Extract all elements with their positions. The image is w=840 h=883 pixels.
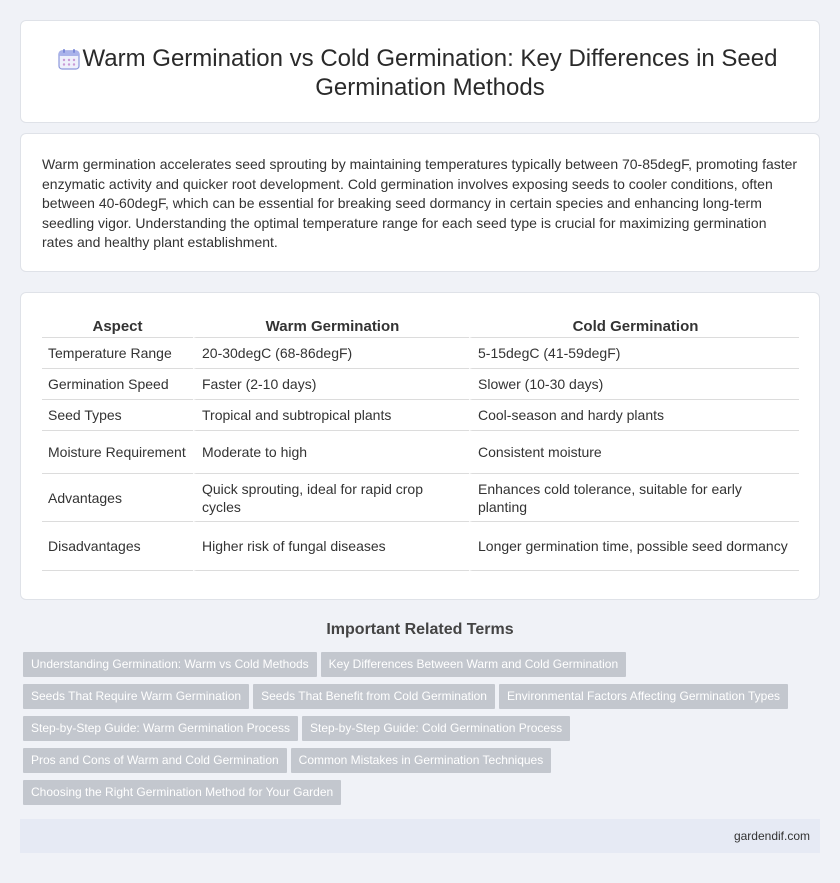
related-term-tag[interactable]: Seeds That Require Warm Germination xyxy=(23,684,249,709)
cell-warm: Higher risk of fungal diseases xyxy=(193,522,469,571)
cell-warm: Faster (2-10 days) xyxy=(193,369,469,400)
cell-cold: 5-15degC (41-59degF) xyxy=(469,338,799,369)
comparison-table xyxy=(42,316,799,571)
table-row xyxy=(42,522,799,571)
related-term-tag[interactable]: Pros and Cons of Warm and Cold Germination xyxy=(23,748,287,773)
cell-cold: Enhances cold tolerance, suitable for early planting xyxy=(469,474,799,522)
table-row xyxy=(42,338,799,369)
related-term-tag[interactable]: Step-by-Step Guide: Cold Germination Process xyxy=(302,716,570,741)
related-term-tag[interactable]: Choosing the Right Germination Method for Your Garden xyxy=(23,780,341,805)
header-aspect: Aspect xyxy=(42,316,193,338)
table-row xyxy=(42,431,799,474)
cell-cold: Slower (10-30 days) xyxy=(469,369,799,400)
related-term-tag[interactable]: Common Mistakes in Germination Techniques xyxy=(291,748,552,773)
related-term-tag[interactable]: Environmental Factors Affecting Germination Types xyxy=(499,684,788,709)
cell-cold: Consistent moisture xyxy=(469,431,799,474)
table-row xyxy=(42,400,799,431)
cell-aspect: Moisture Requirement xyxy=(42,431,193,474)
cell-warm: 20-30degC (68-86degF) xyxy=(193,338,469,369)
cell-aspect: Seed Types xyxy=(42,400,193,431)
cell-warm: Tropical and subtropical plants xyxy=(193,400,469,431)
title-card xyxy=(20,20,820,123)
table-header-row xyxy=(42,316,799,338)
cell-aspect: Advantages xyxy=(42,474,193,522)
related-term-tag[interactable]: Seeds That Benefit from Cold Germination xyxy=(253,684,495,709)
cell-cold: Longer germination time, possible seed dormancy xyxy=(469,522,799,571)
cell-aspect: Disadvantages xyxy=(42,522,193,571)
cell-warm: Moderate to high xyxy=(193,431,469,474)
cell-aspect: Temperature Range xyxy=(42,338,193,369)
related-term-tag[interactable]: Understanding Germination: Warm vs Cold Methods xyxy=(23,652,317,677)
related-term-tag[interactable]: Step-by-Step Guide: Warm Germination Process xyxy=(23,716,298,741)
footer xyxy=(20,819,820,853)
related-terms-list xyxy=(23,652,803,812)
header-cold: Cold Germination xyxy=(469,316,799,338)
related-terms-heading: Important Related Terms xyxy=(326,621,514,638)
cell-aspect: Germination Speed xyxy=(42,369,193,400)
intro-paragraph: Warm germination accelerates seed sprouting by maintaining temperatures typically between 70-85degF, promoting faster enzymatic activity and quicker root development. Cold germination involves exposing seeds to cooler conditions, often between 40-60degF, which can be essential for breaking seed dormancy in certain species and enhancing long-term seedling vigor. Understanding the optimal temperature range for each seed type is crucial for maximizing germination rates and healthy plant establishment. xyxy=(42,156,798,251)
table-row xyxy=(42,369,799,400)
cell-cold: Cool-season and hardy plants xyxy=(469,400,799,431)
related-term-tag[interactable]: Key Differences Between Warm and Cold Germination xyxy=(321,652,626,677)
page-title: Warm Germination vs Cold Germination: Key Differences in Seed Germination Methods xyxy=(82,45,778,101)
table-row xyxy=(42,474,799,522)
header-warm: Warm Germination xyxy=(193,316,469,338)
footer-site-link[interactable]: gardendif.com xyxy=(733,829,810,843)
intro-card xyxy=(20,133,820,272)
cell-warm: Quick sprouting, ideal for rapid crop cycles xyxy=(193,474,469,522)
comparison-card xyxy=(20,292,820,600)
